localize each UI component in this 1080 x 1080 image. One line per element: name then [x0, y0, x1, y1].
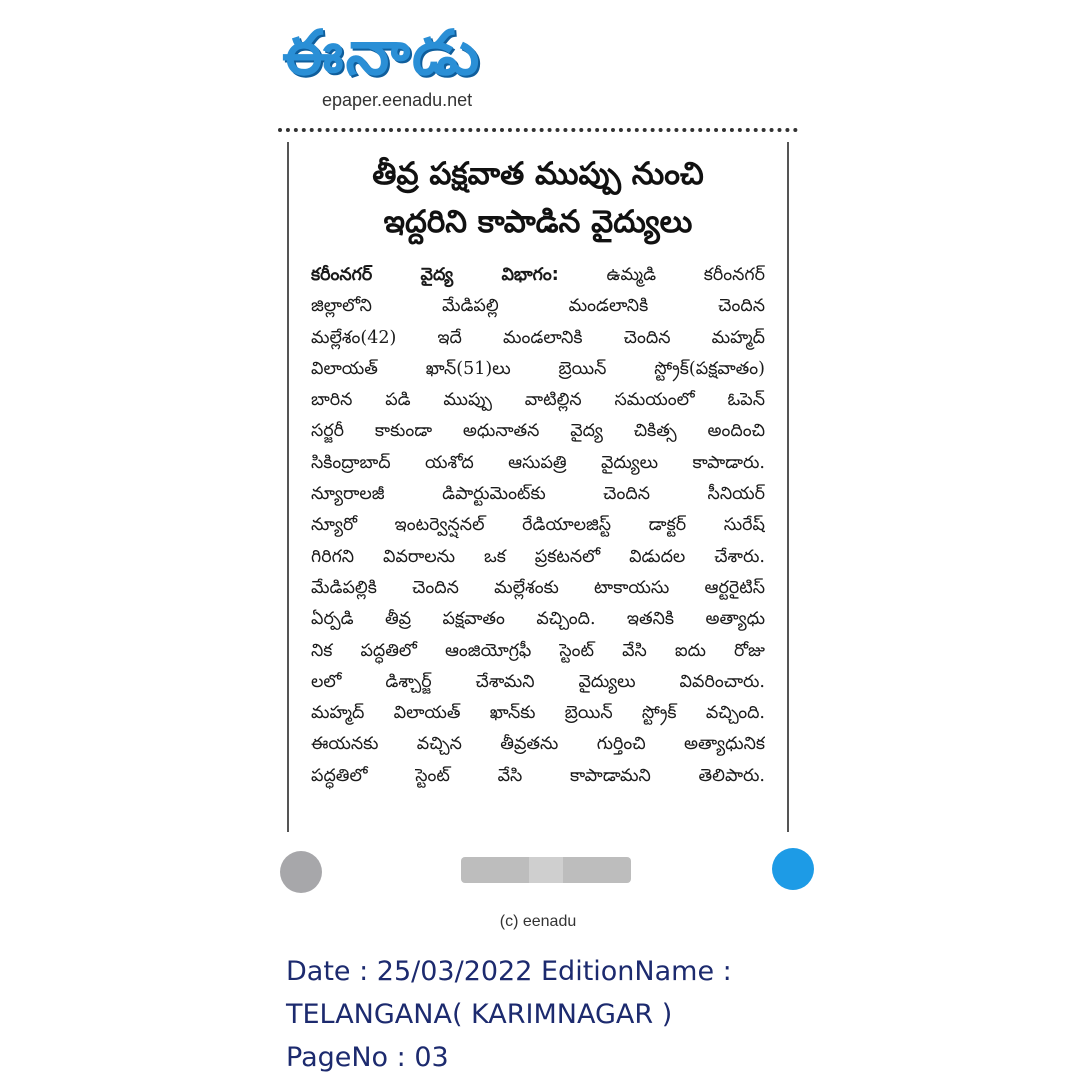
copyright-text: (c) eenadu — [499, 913, 577, 930]
headline-line: తీవ్ర పక్షవాత ముప్పు నుంచి — [372, 156, 704, 192]
article-dateline: కరీంనగర్ వైద్య విభాగం: — [311, 265, 559, 285]
body-line: జిల్లాలోని మేడిపల్లి మండలానికి చెందిన — [311, 296, 765, 317]
edition-info — [286, 950, 1066, 1079]
body-line: మహ్మద్ విలాయత్ ఖాన్‌కు బ్రెయిన్ స్ట్రోక్ వచ్చింది. — [311, 703, 765, 724]
epaper-url: epaper.eenadu.net — [322, 90, 473, 110]
body-line — [311, 260, 765, 291]
body-line: న్యూరో ఇంటర్వెన్షనల్ రేడియాలజిస్ట్ డాక్టర్ సురేష్ — [311, 515, 765, 536]
body-line: ఏర్పడి తీవ్ర పక్షవాతం వచ్చింది. ఇతనికి అత్యాధు — [311, 609, 765, 630]
date-edition-line: Date : 25/03/2022 EditionName : — [286, 956, 732, 987]
body-line: మేడిపల్లికి చెందిన మల్లేశంకు టాకాయసు ఆర్టరైటిస్ — [311, 577, 765, 598]
body-line-text: ఉమ్మడి కరీంనగర్ — [558, 265, 765, 285]
article-body — [311, 260, 765, 792]
article-box — [287, 142, 789, 832]
body-line: న్యూరాలజీ డిపార్టుమెంట్‌కు చెందిన సీనియర్ — [311, 484, 765, 505]
body-line: నిక పద్ధతిలో ఆంజియోగ్రఫీ స్టెంట్ వేసి ఐదు రోజు — [311, 640, 765, 661]
page-scroller[interactable] — [461, 857, 631, 883]
eenadu-logo: ఈనాడు — [282, 16, 482, 89]
body-line: విలాయత్ ఖాన్(51)లు బ్రెయిన్ స్ట్రోక్(పక్షవాతం) — [311, 358, 765, 379]
dotted-divider — [278, 128, 798, 132]
previous-page-button[interactable] — [280, 851, 322, 893]
body-line: లలో డిశ్చార్జ్ చేశామని వైద్యులు వివరించారు. — [311, 671, 765, 692]
page-number-line: PageNo : 03 — [286, 1042, 449, 1073]
body-line: గిరిగని వివరాలను ఒక ప్రకటనలో విడుదల చేశారు. — [311, 546, 765, 567]
body-line: సర్జరీ కాకుండా అధునాతన వైద్య చికిత్స అందించి — [311, 421, 765, 442]
article-headline — [311, 150, 765, 246]
next-page-button[interactable] — [772, 848, 814, 890]
body-line: మల్లేశం(42) ఇదే మండలానికి చెందిన మహ్మద్ — [311, 327, 765, 348]
body-line: సికింద్రాబాద్ యశోద ఆసుపత్రి వైద్యులు కాపాడారు. — [311, 452, 765, 473]
epaper-clipping — [278, 8, 800, 943]
headline-line: ఇద్దరిని కాపాడిన వైద్యులు — [383, 204, 693, 240]
edition-name-line: TELANGANA( KARIMNAGAR ) — [286, 999, 673, 1030]
body-line: పద్ధతిలో స్టెంట్ వేసి కాపాడామని తెలిపారు. — [311, 765, 765, 786]
scroller-thumb[interactable] — [529, 857, 563, 883]
body-line: బారిన పడి ముప్పు వాటిల్లిన సమయంలో ఓపెన్ — [311, 390, 765, 411]
body-line: ఈయనకు వచ్చిన తీవ్రతను గుర్తించి అత్యాధునిక — [311, 734, 765, 755]
